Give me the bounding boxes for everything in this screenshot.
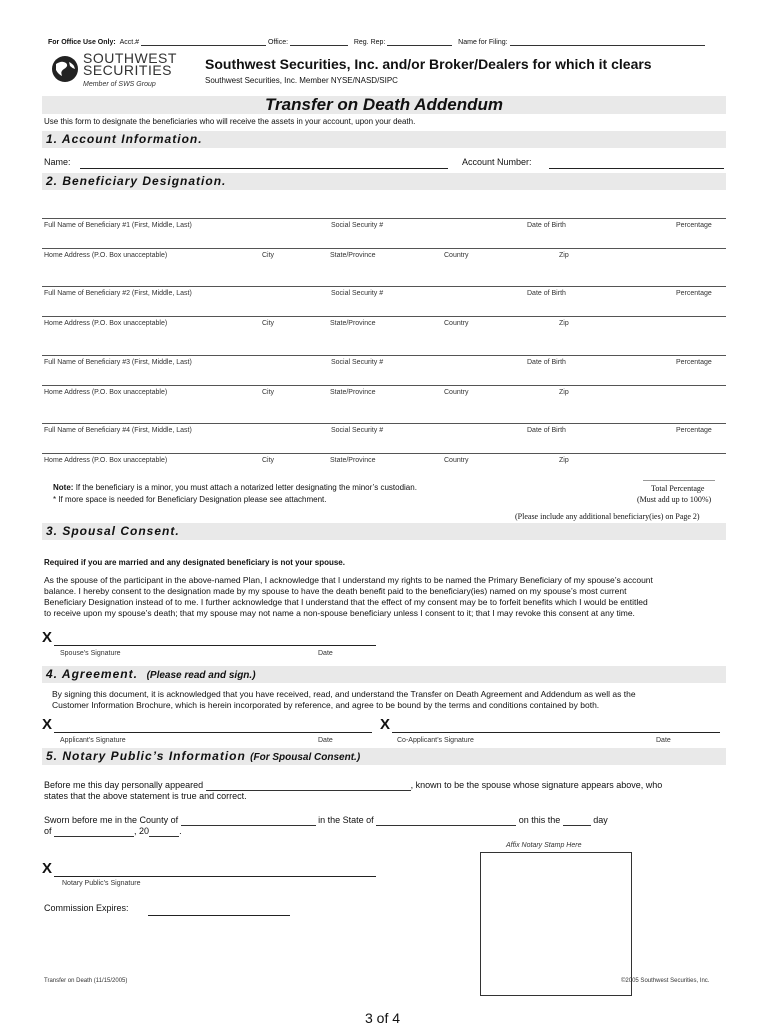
commission-expires-label: Commission Expires: (44, 903, 129, 913)
spousal-required-text: Required if you are married and any designated beneficiary is not your spouse. (44, 558, 345, 567)
logo-line1: SOUTHWEST (83, 50, 177, 66)
beneficiary-addr-label: Home Address (P.O. Box unacceptable) (44, 389, 168, 396)
of-line: of , 20 . (44, 826, 182, 836)
globe-icon (50, 54, 80, 84)
county-field[interactable] (181, 817, 316, 826)
beneficiary-city-label: City (262, 389, 275, 396)
acct-label: Acct.# (119, 39, 140, 46)
notary-stamp-box (480, 852, 632, 996)
account-number-field[interactable] (549, 168, 724, 169)
beneficiary-ssn-label: Social Security # (331, 427, 384, 434)
beneficiary-pct-label: Percentage (676, 222, 712, 229)
consent-line: As the spouse of the participant in the above-named Plan, I acknowledge that I understand my rights to be named the Primary Beneficiary of my spouse’s account (44, 575, 653, 585)
appeared-text-2: , known to be the spouse whose signature appears above, who (410, 780, 663, 790)
beneficiary-country-label: Country (444, 389, 469, 396)
in-state-text: in the State of (318, 815, 374, 825)
coapplicant-sign-x: X (380, 716, 391, 733)
spousal-consent-text (44, 575, 653, 619)
coapplicant-signature-label: Co-Applicant’s Signature (397, 737, 474, 744)
spouse-signature-field[interactable] (54, 645, 376, 646)
agreement-text (52, 689, 636, 711)
coapplicant-signature-field[interactable] (392, 732, 720, 733)
beneficiary-dob-label: Date of Birth (527, 359, 566, 366)
applicant-date-label: Date (318, 737, 333, 744)
applicant-sign-x: X (42, 716, 53, 733)
section-3-title: 3. Spousal Consent. (46, 524, 180, 538)
beneficiary-zip-label: Zip (559, 389, 569, 396)
section-4-header (42, 666, 726, 683)
year-prefix: 20 (139, 826, 150, 836)
beneficiary-pct-label: Percentage (676, 427, 712, 434)
section-4-title (46, 667, 256, 681)
beneficiary-pct-label: Percentage (676, 290, 712, 297)
beneficiary-pct-label: Percentage (676, 359, 712, 366)
beneficiary-state-label: State/Province (330, 320, 376, 327)
spouse-date-label: Date (318, 650, 333, 657)
reg-rep-label: Reg. Rep: (353, 39, 386, 46)
page-number: 3 of 4 (365, 1010, 401, 1026)
sworn-text: Sworn before me in the County of (44, 815, 179, 825)
sworn-line (44, 815, 608, 826)
name-for-filing-label: Name for Filing: (458, 39, 508, 46)
spouse-sign-x: X (42, 629, 53, 646)
beneficiary-row2-line[interactable] (42, 385, 726, 386)
section-4-title-main: 4. Agreement. (46, 667, 138, 681)
beneficiary-city-label: City (262, 320, 275, 327)
consent-line: balance. I hereby consent to the designation made by my spouse to have the death benefit paid to the beneficiary(ies) named on my spouse’s most current (44, 586, 627, 596)
beneficiary-name-label: Full Name of Beneficiary #4 (First, Middle, Last) (44, 427, 192, 434)
total-percentage-label: Total Percentage (651, 484, 705, 493)
commission-expires-field[interactable] (148, 915, 290, 916)
consent-line: to receive upon my spouse’s death; that my spouse may not name a non-spouse beneficiary unless I consent to it; that I may revoke this consent at any time. (44, 608, 635, 618)
reg-rep-field[interactable] (387, 38, 452, 46)
footer-copyright: ©2005 Southwest Securities, Inc. (621, 978, 710, 984)
beneficiary-row1-line[interactable] (42, 423, 726, 424)
section-1-title: 1. Account Information. (46, 132, 203, 146)
beneficiary-state-label: State/Province (330, 252, 376, 259)
beneficiary-name-label: Full Name of Beneficiary #1 (First, Middle, Last) (44, 222, 192, 229)
beneficiary-row1-line[interactable] (42, 355, 726, 356)
section-5-title (46, 749, 360, 763)
beneficiary-ssn-label: Social Security # (331, 290, 384, 297)
section-5-title-main: 5. Notary Public’s Information (46, 749, 246, 763)
beneficiary-zip-label: Zip (559, 252, 569, 259)
coapplicant-date-label: Date (656, 737, 671, 744)
notary-sign-x: X (42, 860, 53, 877)
beneficiary-state-label: State/Province (330, 457, 376, 464)
notary-signature-field[interactable] (54, 876, 376, 877)
beneficiary-name-label: Full Name of Beneficiary #3 (First, Middle, Last) (44, 359, 192, 366)
beneficiary-row1-line[interactable] (42, 286, 726, 287)
header-subtitle: Southwest Securities, Inc. Member NYSE/NASD/SIPC (205, 76, 398, 85)
acct-field[interactable] (141, 38, 266, 46)
beneficiary-row2-line[interactable] (42, 453, 726, 454)
name-label: Name: (44, 157, 71, 167)
state-field[interactable] (376, 817, 516, 826)
notary-stamp-label: Affix Notary Stamp Here (506, 842, 582, 849)
beneficiary-ssn-label: Social Security # (331, 359, 384, 366)
agreement-line: By signing this document, it is acknowledged that you have received, read, and understand the Transfer on Death Agreement and Addendum as well as the (52, 689, 636, 699)
beneficiary-ssn-label: Social Security # (331, 222, 384, 229)
beneficiary-dob-label: Date of Birth (527, 222, 566, 229)
note-text: If the beneficiary is a minor, you must attach a notarized letter designating the minor’s custodian. (75, 483, 417, 492)
beneficiary-state-label: State/Province (330, 389, 376, 396)
office-use-label: For Office Use Only: (48, 39, 116, 46)
footer-form-id: Transfer on Death (11/15/2005) (44, 978, 128, 984)
office-use-line (48, 38, 705, 46)
section-2-title: 2. Beneficiary Designation. (46, 174, 227, 188)
must-add-label: (Must add up to 100%) (637, 495, 712, 504)
consent-line: Beneficiary Designation instead of to me. I further acknowledge that I understand that the effect of my consent may be to forfeit benefits which I would be entitled (44, 597, 648, 607)
beneficiary-dob-label: Date of Birth (527, 290, 566, 297)
name-field[interactable] (80, 168, 448, 169)
company-logo (50, 52, 175, 94)
logo-line2: SECURITIES (83, 62, 173, 78)
beneficiary-city-label: City (262, 252, 275, 259)
of-text: of (44, 826, 52, 836)
section-5-header (42, 748, 726, 765)
form-title-banner (42, 96, 726, 114)
section-5-title-sub: (For Spousal Consent.) (250, 752, 361, 763)
form-title: Transfer on Death Addendum (264, 95, 504, 114)
beneficiary-addr-label: Home Address (P.O. Box unacceptable) (44, 252, 168, 259)
account-number-label: Account Number: (462, 157, 532, 167)
additional-beneficiaries-note: (Please include any additional beneficiary(ies) on Page 2) (515, 512, 700, 521)
logo-member: Member of SWS Group (83, 81, 156, 88)
beneficiary-dob-label: Date of Birth (527, 427, 566, 434)
year-field[interactable] (149, 828, 179, 837)
note-bold: Note: (53, 483, 74, 492)
beneficiary-country-label: Country (444, 252, 469, 259)
intro-text: Use this form to designate the beneficiaries who will receive the assets in your account, upon your death. (44, 117, 416, 126)
day-field[interactable] (563, 817, 591, 826)
beneficiary-country-label: Country (444, 457, 469, 464)
appeared-name-field[interactable] (206, 782, 411, 791)
notary-appeared-line (44, 780, 662, 791)
beneficiary-row2-line[interactable] (42, 316, 726, 317)
beneficiary-addr-label: Home Address (P.O. Box unacceptable) (44, 320, 168, 327)
appeared-text: Before me this day personally appeared (44, 780, 204, 790)
applicant-signature-field[interactable] (54, 732, 372, 733)
on-this-text: on this the (518, 815, 561, 825)
beneficiary-zip-label: Zip (559, 457, 569, 464)
day-text: day (593, 815, 608, 825)
beneficiary-name-label: Full Name of Beneficiary #2 (First, Middle, Last) (44, 290, 192, 297)
beneficiary-zip-label: Zip (559, 320, 569, 327)
section-1-header (42, 131, 726, 148)
more-space-note: * If more space is needed for Beneficiary Designation please see attachment. (53, 495, 327, 504)
beneficiary-addr-label: Home Address (P.O. Box unacceptable) (44, 457, 168, 464)
beneficiary-row1-line[interactable] (42, 218, 726, 219)
applicant-signature-label: Applicant’s Signature (60, 737, 126, 744)
section-4-title-sub: (Please read and sign.) (146, 670, 256, 681)
minor-note (53, 483, 417, 492)
office-label: Office: (267, 39, 289, 46)
header-title: Southwest Securities, Inc. and/or Broker/Dealers for which it clears (205, 56, 652, 72)
office-field[interactable] (290, 38, 348, 46)
spouse-signature-label: Spouse’s Signature (60, 650, 121, 657)
beneficiary-country-label: Country (444, 320, 469, 327)
notary-signature-label: Notary Public’s Signature (62, 880, 141, 887)
notary-statement-line: states that the above statement is true and correct. (44, 791, 247, 801)
beneficiary-row2-line[interactable] (42, 248, 726, 249)
section-2-header (42, 173, 726, 190)
name-for-filing-field[interactable] (510, 38, 705, 46)
beneficiary-city-label: City (262, 457, 275, 464)
agreement-line: Customer Information Brochure, which is herein incorporated by reference, and agree to be bound by the terms and conditions contained by both. (52, 700, 600, 710)
month-field[interactable] (54, 828, 134, 837)
total-percentage-field[interactable] (643, 480, 715, 481)
section-3-header (42, 523, 726, 540)
